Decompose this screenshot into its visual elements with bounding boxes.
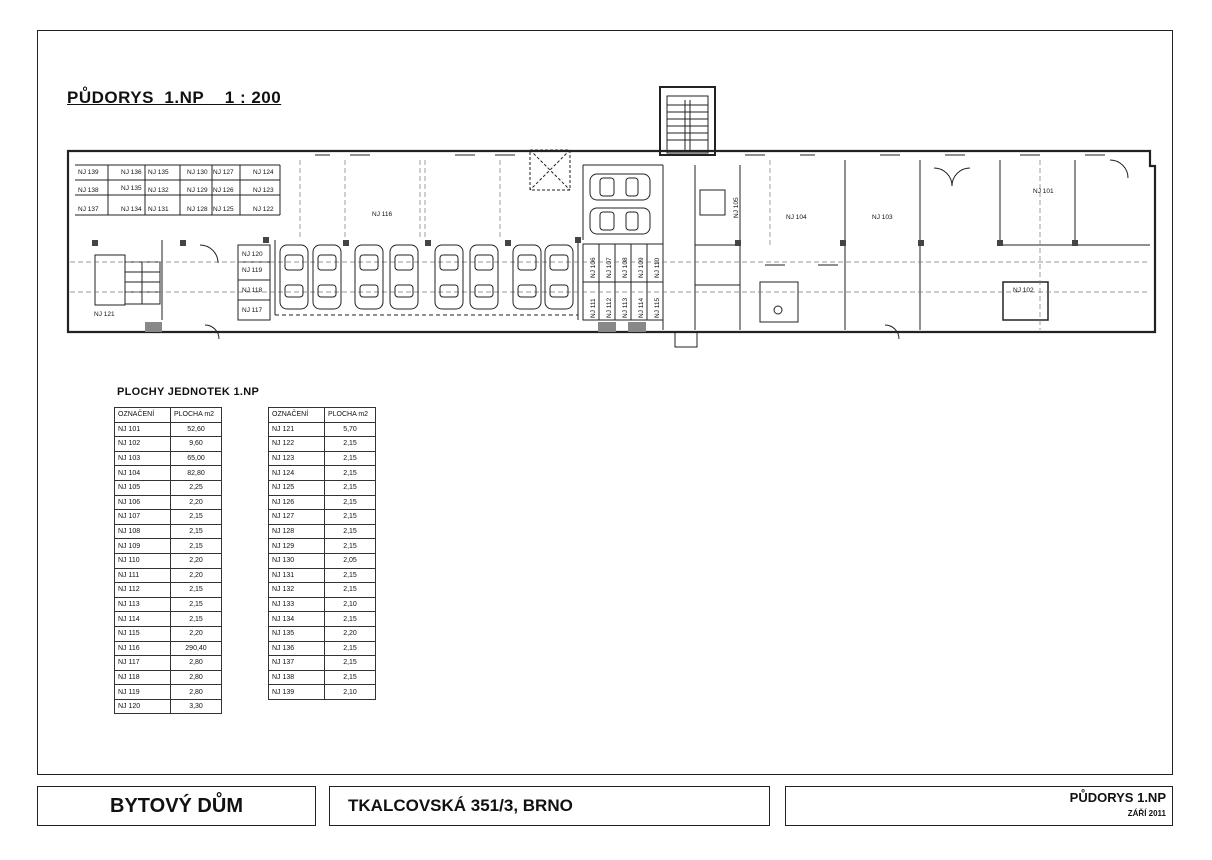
table-row [269,583,376,598]
table-row [115,685,222,700]
unit-cell: NJ 110 [115,553,171,568]
table-row [269,524,376,539]
area-cell: 2,15 [171,510,222,525]
unit-label-nj135b: NJ 135 [121,185,142,192]
unit-cell: NJ 116 [115,641,171,656]
table-row [269,437,376,452]
area-cell: 82,80 [171,466,222,481]
table-row [115,437,222,452]
area-cell: 2,80 [171,685,222,700]
unit-cell: NJ 133 [269,597,325,612]
table-row [115,597,222,612]
table-row [115,422,222,437]
table-row [269,495,376,510]
area-cell: 2,20 [325,626,376,641]
unit-label-nj106: NJ 106 [590,257,597,278]
unit-cell: NJ 104 [115,466,171,481]
unit-label-nj135: NJ 135 [148,169,169,176]
table-row [115,568,222,583]
unit-cell: NJ 117 [115,656,171,671]
table-header-row [269,408,376,423]
area-cell: 2,15 [325,612,376,627]
unit-cell: NJ 132 [269,583,325,598]
unit-label-nj101: NJ 101 [1033,188,1054,195]
unit-cell: NJ 138 [269,670,325,685]
table-row [115,612,222,627]
unit-label-nj134: NJ 134 [121,206,142,213]
unit-label-nj126: NJ 126 [213,187,234,194]
area-cell: 2,20 [171,626,222,641]
area-cell: 2,25 [171,480,222,495]
unit-cell: NJ 107 [115,510,171,525]
unit-cell: NJ 127 [269,510,325,525]
area-cell: 2,20 [171,553,222,568]
unit-cell: NJ 130 [269,553,325,568]
title-block-project [37,786,316,826]
unit-cell: NJ 119 [115,685,171,700]
unit-label-nj119: NJ 119 [242,267,263,274]
table-row [269,626,376,641]
unit-label-nj115: NJ 115 [654,297,661,318]
area-cell: 2,15 [171,597,222,612]
area-cell: 2,05 [325,553,376,568]
title-block-address [329,786,770,826]
unit-label-nj125: NJ 125 [213,206,234,213]
table-row [115,656,222,671]
area-cell: 2,15 [325,539,376,554]
sheet-name: PŮDORYS 1.NP [1069,790,1166,805]
unit-cell: NJ 124 [269,466,325,481]
area-cell: 2,15 [325,495,376,510]
table-row [269,422,376,437]
area-cell: 2,15 [171,524,222,539]
unit-label-nj103: NJ 103 [872,214,893,221]
column-header-unit: OZNAČENÍ [269,408,325,423]
sheet-date: ZÁŘÍ 2011 [1127,809,1166,818]
unit-cell: NJ 131 [269,568,325,583]
area-cell: 2,80 [171,656,222,671]
unit-cell: NJ 126 [269,495,325,510]
unit-cell: NJ 139 [269,685,325,700]
area-cell: 2,15 [325,670,376,685]
column-header-area: PLOCHA m2 [325,408,376,423]
table-row [269,451,376,466]
area-cell: 2,10 [325,597,376,612]
area-cell: 2,20 [171,568,222,583]
area-cell: 2,15 [325,437,376,452]
table-row [115,699,222,714]
table-row [115,539,222,554]
table-row [115,524,222,539]
table-row [269,685,376,700]
project-address: TKALCOVSKÁ 351/3, BRNO [348,796,573,815]
unit-label-nj107: NJ 107 [606,257,613,278]
area-cell: 2,15 [325,451,376,466]
unit-cell: NJ 122 [269,437,325,452]
unit-label-nj117: NJ 117 [242,307,263,314]
unit-label-nj122: NJ 122 [253,206,274,213]
areas-table-2 [268,407,376,700]
unit-cell: NJ 111 [115,568,171,583]
column-header-area: PLOCHA m2 [171,408,222,423]
unit-label-nj105: NJ 105 [733,197,740,218]
table-row [115,670,222,685]
table-row [115,480,222,495]
area-cell: 9,60 [171,437,222,452]
area-cell: 2,20 [171,495,222,510]
unit-label-nj138: NJ 138 [78,187,99,194]
area-cell: 2,15 [171,583,222,598]
unit-cell: NJ 108 [115,524,171,539]
unit-cell: NJ 136 [269,641,325,656]
unit-label-nj139: NJ 139 [78,169,99,176]
area-cell: 2,10 [325,685,376,700]
unit-label-nj108: NJ 108 [622,257,629,278]
area-cell: 2,15 [325,466,376,481]
column-header-unit: OZNAČENÍ [115,408,171,423]
unit-label-nj123: NJ 123 [253,187,274,194]
unit-cell: NJ 125 [269,480,325,495]
unit-label-nj129: NJ 129 [187,187,208,194]
table-row [269,466,376,481]
unit-label-nj104: NJ 104 [786,214,807,221]
area-cell: 2,15 [325,656,376,671]
drawing-title: PŮDORYS 1.NP 1 : 200 [67,88,282,107]
unit-label-nj132: NJ 132 [148,187,169,194]
area-cell: 2,15 [325,480,376,495]
project-name: BYTOVÝ DŮM [110,795,243,817]
unit-label-nj136: NJ 136 [121,169,142,176]
table-row [269,670,376,685]
unit-cell: NJ 109 [115,539,171,554]
unit-cell: NJ 105 [115,480,171,495]
unit-cell: NJ 120 [115,699,171,714]
table-row [269,553,376,568]
area-cell: 5,70 [325,422,376,437]
table-row [115,583,222,598]
unit-cell: NJ 121 [269,422,325,437]
table-row [115,553,222,568]
table-row [269,612,376,627]
unit-cell: NJ 101 [115,422,171,437]
unit-label-nj109: NJ 109 [638,257,645,278]
area-cell: 290,40 [171,641,222,656]
unit-label-nj124: NJ 124 [253,169,274,176]
table-row [269,641,376,656]
area-cell: 2,15 [171,612,222,627]
unit-label-nj111: NJ 111 [590,298,597,318]
unit-label-nj128: NJ 128 [187,206,208,213]
area-cell: 2,15 [325,524,376,539]
unit-label-nj112: NJ 112 [606,297,613,318]
unit-cell: NJ 103 [115,451,171,466]
area-cell: 52,60 [171,422,222,437]
area-cell: 2,15 [325,583,376,598]
unit-label-nj137: NJ 137 [78,206,99,213]
unit-label-nj131: NJ 131 [148,206,169,213]
unit-cell: NJ 106 [115,495,171,510]
table-row [115,641,222,656]
unit-label-nj127: NJ 127 [213,169,234,176]
unit-cell: NJ 129 [269,539,325,554]
table-row [269,510,376,525]
area-cell: 65,00 [171,451,222,466]
unit-label-nj130: NJ 130 [187,169,208,176]
unit-cell: NJ 134 [269,612,325,627]
unit-label-nj120: NJ 120 [242,251,263,258]
table-row [115,451,222,466]
area-cell: 2,80 [171,670,222,685]
unit-cell: NJ 113 [115,597,171,612]
unit-cell: NJ 118 [115,670,171,685]
unit-cell: NJ 112 [115,583,171,598]
table-row [269,597,376,612]
unit-label-nj116: NJ 116 [372,211,393,218]
table-row [269,539,376,554]
unit-cell: NJ 123 [269,451,325,466]
area-cell: 2,15 [325,568,376,583]
unit-cell: NJ 137 [269,656,325,671]
table-row [269,656,376,671]
area-cell: 2,15 [325,510,376,525]
table-row [115,495,222,510]
area-cell: 3,30 [171,699,222,714]
unit-label-nj118: NJ 118 [242,287,263,294]
area-cell: 2,15 [171,539,222,554]
table-header-row [115,408,222,423]
unit-label-nj113: NJ 113 [622,297,629,318]
unit-label-nj121: NJ 121 [94,311,115,318]
unit-cell: NJ 102 [115,437,171,452]
table-row [269,480,376,495]
table-row [115,626,222,641]
areas-heading: PLOCHY JEDNOTEK 1.NP [117,386,260,398]
unit-label-nj102: NJ 102 [1013,287,1034,294]
table-row [115,510,222,525]
table-row [269,568,376,583]
title-block-sheet [785,786,1173,826]
unit-cell: NJ 135 [269,626,325,641]
areas-table-1 [114,407,222,714]
unit-label-nj114: NJ 114 [638,297,645,318]
unit-cell: NJ 128 [269,524,325,539]
unit-cell: NJ 115 [115,626,171,641]
unit-label-nj110: NJ 110 [654,257,661,278]
unit-cell: NJ 114 [115,612,171,627]
table-row [115,466,222,481]
area-cell: 2,15 [325,641,376,656]
